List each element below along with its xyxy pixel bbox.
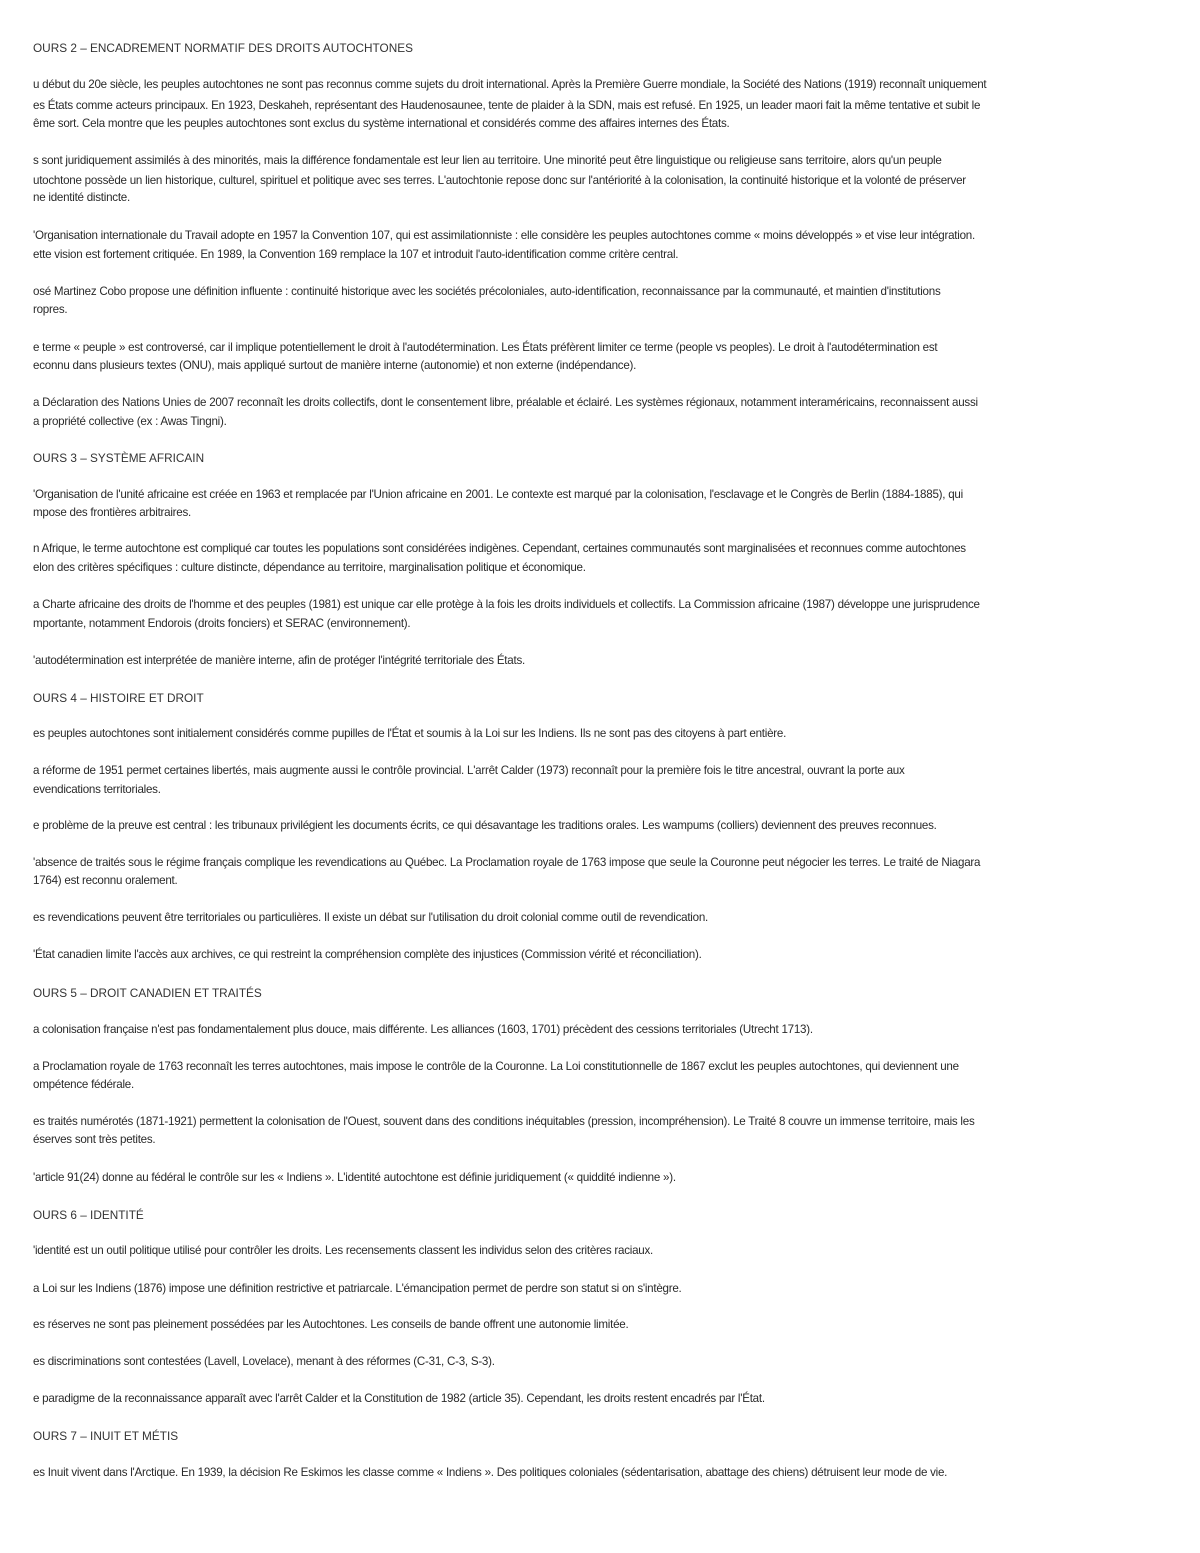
paragraph-line: es discriminations sont contestées (Lavell, Lovelace), menant à des réformes (C-31, C-3, S-3). xyxy=(33,1355,495,1368)
section-heading: OURS 2 – ENCADREMENT NORMATIF DES DROITS AUTOCHTONES xyxy=(33,41,413,55)
paragraph-line: elon des critères spécifiques : culture distincte, dépendance au territoire, marginalisation politique et économique. xyxy=(33,561,586,574)
paragraph-line: 'article 91(24) donne au fédéral le contrôle sur les « Indiens ». L'identité autochtone est définie juridiquement (« quiddité indienne »). xyxy=(33,1171,676,1184)
paragraph-line: a réforme de 1951 permet certaines libertés, mais augmente aussi le contrôle provincial. L'arrêt Calder (1973) reconnaît pour la première fois le titre ancestral, ouvrant la porte aux xyxy=(33,764,905,777)
paragraph-line: es États comme acteurs principaux. En 1923, Deskaheh, représentant des Haudenosaunee, tente de plaider à la SDN, mais est refusé. En 1925, un leader maori fait la même tentative et subit le xyxy=(33,99,981,112)
paragraph-line: e problème de la preuve est central : les tribunaux privilégient les documents écrits, ce qui désavantage les traditions orales. Les wampums (colliers) deviennent des preuves reconnues. xyxy=(33,819,937,832)
paragraph-line: e terme « peuple » est controversé, car il implique potentiellement le droit à l'autodétermination. Les États préfèrent limiter ce terme (people vs peoples). Le droit à l'autodétermination est xyxy=(33,341,938,354)
paragraph-line: 'Organisation internationale du Travail adopte en 1957 la Convention 107, qui est assimilationniste : elle considère les peuples autochtones comme « moins développés » et vise leur intégration. xyxy=(33,229,975,242)
paragraph-line: econnu dans plusieurs textes (ONU), mais appliqué surtout de manière interne (autonomie) et non externe (indépendance). xyxy=(33,359,637,372)
paragraph-line: ette vision est fortement critiquée. En 1989, la Convention 169 remplace la 107 et introduit l'auto-identification comme critère central. xyxy=(33,248,679,261)
paragraph-line: a Charte africaine des droits de l'homme et des peuples (1981) est unique car elle protège à la fois les droits individuels et collectifs. La Commission africaine (1987) développe une jurisprudence xyxy=(33,598,980,611)
paragraph-line: a Loi sur les Indiens (1876) impose une définition restrictive et patriarcale. L'émancipation permet de perdre son statut si on s'intègre. xyxy=(33,1282,682,1295)
paragraph-line: a propriété collective (ex : Awas Tingni). xyxy=(33,415,227,428)
paragraph-line: n Afrique, le terme autochtone est compliqué car toutes les populations sont considérées indigènes. Cependant, certaines communautés sont marginalisées et reconnues comme autochtones xyxy=(33,542,966,555)
paragraph-line: a Déclaration des Nations Unies de 2007 reconnaît les droits collectifs, dont le consentement libre, préalable et éclairé. Les systèmes régionaux, notamment interaméricains, reconnaissent aussi xyxy=(33,396,978,409)
paragraph-line: a colonisation française n'est pas fondamentalement plus douce, mais différente. Les alliances (1603, 1701) précèdent des cessions territoriales (Utrecht 1713). xyxy=(33,1023,813,1036)
paragraph-line: mpose des frontières arbitraires. xyxy=(33,506,191,519)
section-heading: OURS 4 – HISTOIRE ET DROIT xyxy=(33,691,204,705)
section-heading: OURS 7 – INUIT ET MÉTIS xyxy=(33,1429,179,1443)
section-heading: OURS 6 – IDENTITÉ xyxy=(33,1208,144,1222)
paragraph-line: mportante, notamment Endorois (droits fonciers) et SERAC (environnement). xyxy=(33,617,411,630)
paragraph-line: ompétence fédérale. xyxy=(33,1078,134,1091)
paragraph-line: es peuples autochtones sont initialement considérés comme pupilles de l'État et soumis à la Loi sur les Indiens. Ils ne sont pas des citoyens à part entière. xyxy=(33,727,787,740)
paragraph-line: 'absence de traités sous le régime français complique les revendications au Québec. La Proclamation royale de 1763 impose que seule la Couronne peut négocier les terres. Le traité de Niagara xyxy=(33,856,981,869)
paragraph-line: a Proclamation royale de 1763 reconnaît les terres autochtones, mais impose le contrôle de la Couronne. La Loi constitutionnelle de 1867 exclut les peuples autochtones, qui deviennent une xyxy=(33,1060,959,1073)
paragraph-line: osé Martinez Cobo propose une définition influente : continuité historique avec les sociétés précoloniales, auto-identification, reconnaissance par la communauté, et maintien d'institutions xyxy=(33,285,941,298)
paragraph-line: es Inuit vivent dans l'Arctique. En 1939, la décision Re Eskimos les classe comme « Indiens ». Des politiques coloniales (sédentarisation, abattage des chiens) détruisent leur mode de vie. xyxy=(33,1466,948,1479)
paragraph-line: ropres. xyxy=(33,303,68,316)
paragraph-line: s sont juridiquement assimilés à des minorités, mais la différence fondamentale est leur lien au territoire. Une minorité peut être linguistique ou religieuse sans territoire, alors qu'un peuple xyxy=(33,154,942,167)
paragraph-line: 'autodétermination est interprétée de manière interne, afin de protéger l'intégrité territoriale des États. xyxy=(33,654,525,667)
paragraph-line: ne identité distincte. xyxy=(33,191,130,204)
paragraph-line: e paradigme de la reconnaissance apparaît avec l'arrêt Calder et la Constitution de 1982 (article 35). Cependant, les droits restent encadrés par l'État. xyxy=(33,1392,765,1405)
paragraph-line: 'Organisation de l'unité africaine est créée en 1963 et remplacée par l'Union africaine en 2001. Le contexte est marqué par la colonisation, l'esclavage et le Congrès de Berlin (1884-1885), qui xyxy=(33,488,963,501)
paragraph-line: 1764) est reconnu oralement. xyxy=(33,874,178,887)
paragraph-line: evendications territoriales. xyxy=(33,783,161,796)
paragraph-line: 'État canadien limite l'accès aux archives, ce qui restreint la compréhension complète des injustices (Commission vérité et réconciliation). xyxy=(33,948,702,961)
paragraph-line: es réserves ne sont pas pleinement possédées par les Autochtones. Les conseils de bande offrent une autonomie limitée. xyxy=(33,1318,629,1331)
paragraph-line: 'identité est un outil politique utilisé pour contrôler les droits. Les recensements classent les individus selon des critères raciaux. xyxy=(33,1244,653,1257)
paragraph-line: es traités numérotés (1871-1921) permettent la colonisation de l'Ouest, souvent dans des conditions inéquitables (pression, incompréhension). Le Traité 8 couvre un immense territoire, mais les xyxy=(33,1115,975,1128)
paragraph-line: ême sort. Cela montre que les peuples autochtones sont exclus du système international et considérés comme des affaires internes des États. xyxy=(33,117,730,130)
paragraph-line: es revendications peuvent être territoriales ou particulières. Il existe un débat sur l'utilisation du droit colonial comme outil de revendication. xyxy=(33,911,708,924)
paragraph-line: u début du 20e siècle, les peuples autochtones ne sont pas reconnus comme sujets du droit international. Après la Première Guerre mondiale, la Société des Nations (1919) reconnaît uniquement xyxy=(33,78,987,91)
paragraph-line: éserves sont très petites. xyxy=(33,1133,156,1146)
section-heading: OURS 3 – SYSTÈME AFRICAIN xyxy=(33,451,205,465)
paragraph-line: utochtone possède un lien historique, culturel, spirituel et politique avec ses terres. L'autochtonie repose donc sur l'antériorité à la colonisation, la continuité historique et la volonté de préserver xyxy=(33,174,966,187)
section-heading: OURS 5 – DROIT CANADIEN ET TRAITÉS xyxy=(33,986,262,1000)
